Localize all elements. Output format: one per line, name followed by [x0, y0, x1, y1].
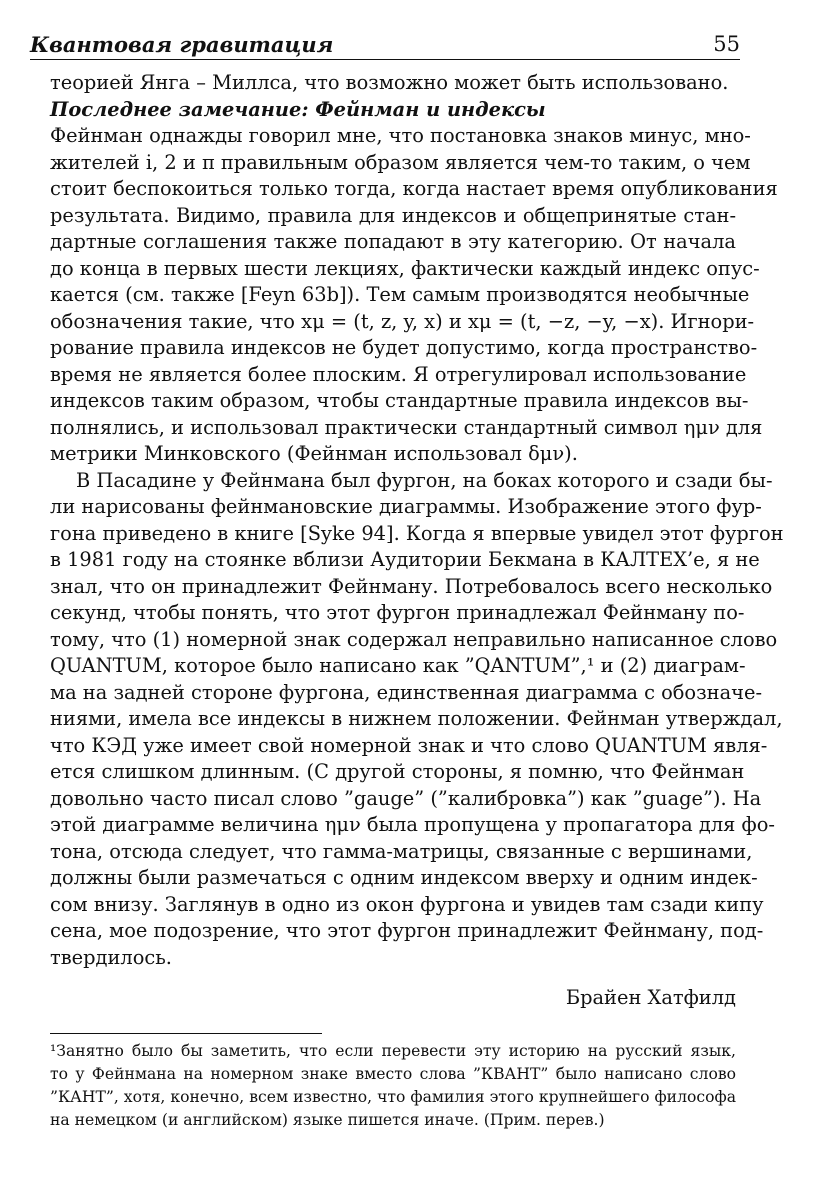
- text-line: в 1981 году на стоянке вблизи Аудитории Бекмана в КАЛТЕХ’е, я не: [50, 548, 760, 571]
- text-line: до конца в первых шести лекциях, фактически каждый индекс опус-: [50, 256, 760, 280]
- text-line: рование правила индексов не будет допустимо, когда пространство-: [50, 336, 758, 359]
- body-text: [50, 70, 784, 1012]
- running-title: Квантовая гравитация: [30, 32, 334, 57]
- page-number: 55: [713, 32, 740, 56]
- text-line: В Пасадине у Фейнмана был фургон, на боках которого и сзади бы-: [76, 468, 773, 492]
- text-line: ниями, имела все индексы в нижнем положении. Фейнман утверждал,: [50, 707, 783, 730]
- text-line: этой диаграмме величина ημν была пропущена у пропагатора для фо-: [50, 813, 775, 836]
- text-line: QUANTUM, которое было написано как ”QANTUM”,¹ и (2) диаграм-: [50, 654, 746, 677]
- text-line: полнялись, и использовал практически стандартный символ ημν для: [50, 415, 763, 439]
- text-line: сом внизу. Заглянув в одно из окон фургона и увидев там сзади кипу: [50, 892, 764, 916]
- text-line: время не является более плоским. Я отрегулировал использование: [50, 362, 747, 386]
- footnote: [50, 1040, 736, 1132]
- text-line: ли нарисованы фейнмановские диаграммы. Изображение этого фур-: [50, 495, 762, 518]
- text-line: тона, отсюда следует, что гамма-матрицы, связанные с вершинами,: [50, 839, 753, 863]
- footnote-line: ¹Занятно было бы заметить, что если перевести эту историю на русский язык,: [50, 1042, 736, 1060]
- text-line: сена, мое подозрение, что этот фургон принадлежит Фейнману, под-: [50, 919, 764, 942]
- text-line: метрики Минковского (Фейнман использовал δμν).: [50, 442, 578, 465]
- footnote-line: то у Фейнмана на номерном знаке вместо слова ”КВАНТ” было написано слово: [50, 1065, 736, 1083]
- text-line: результата. Видимо, правила для индексов и общепринятые стан-: [50, 203, 736, 227]
- footnote-line: на немецком (и английском) языке пишется иначе. (Прим. перев.): [50, 1111, 605, 1129]
- text-line: должны были размечаться с одним индексом вверху и одним индек-: [50, 866, 758, 889]
- text-line: тому, что (1) номерной знак содержал неправильно написанное слово: [50, 627, 778, 651]
- text-line: гона приведено в книге [Syke 94]. Когда я впервые увидел этот фургон: [50, 521, 784, 545]
- signature: Брайен Хатфилд: [565, 986, 736, 1009]
- text-line: ется слишком длинным. (С другой стороны, я помню, что Фейнман: [50, 760, 745, 783]
- text-line: ма на задней стороне фургона, единственная диаграмма с обозначе-: [50, 680, 763, 704]
- text-line: знал, что он принадлежит Фейнману. Потребовалось всего несколько: [50, 574, 773, 598]
- footnote-rule: [50, 1033, 322, 1034]
- text-line: жителей i, 2 и π правильным образом является чем-то таким, о чем: [50, 150, 751, 174]
- footnote-line: ”КАНТ”, хотя, конечно, всем известно, что фамилия этого крупнейшего философа: [50, 1088, 736, 1106]
- text-line: обозначения такие, что xμ = (t, z, y, x) и xμ = (t, −z, −y, −x). Игнори-: [50, 309, 755, 333]
- running-header: [30, 30, 740, 60]
- text-line: что КЭД уже имеет свой номерной знак и что слово QUANTUM явля-: [50, 733, 768, 757]
- text-line: кается (см. также [Feyn 63b]). Тем самым производятся необычные: [50, 283, 750, 306]
- text-line: теорией Янга – Миллса, что возможно может быть использовано.: [50, 71, 729, 94]
- text-line: секунд, чтобы понять, что этот фургон принадлежал Фейнману по-: [50, 601, 745, 624]
- text-line: стоит беспокоиться только тогда, когда настает время опубликования: [50, 177, 778, 200]
- text-line: Фейнман однажды говорил мне, что постановка знаков минус, мно-: [50, 124, 751, 147]
- header-rule: [30, 59, 740, 60]
- section-heading: Последнее замечание: Фейнман и индексы: [50, 97, 546, 121]
- text-line: индексов таким образом, чтобы стандартные правила индексов вы-: [50, 389, 749, 412]
- text-line: довольно часто писал слово ”gauge” (”калибровка”) как ”guage”). На: [50, 786, 762, 810]
- text-line: твердилось.: [50, 945, 172, 969]
- text-line: дартные соглашения также попадают в эту категорию. От начала: [50, 230, 736, 253]
